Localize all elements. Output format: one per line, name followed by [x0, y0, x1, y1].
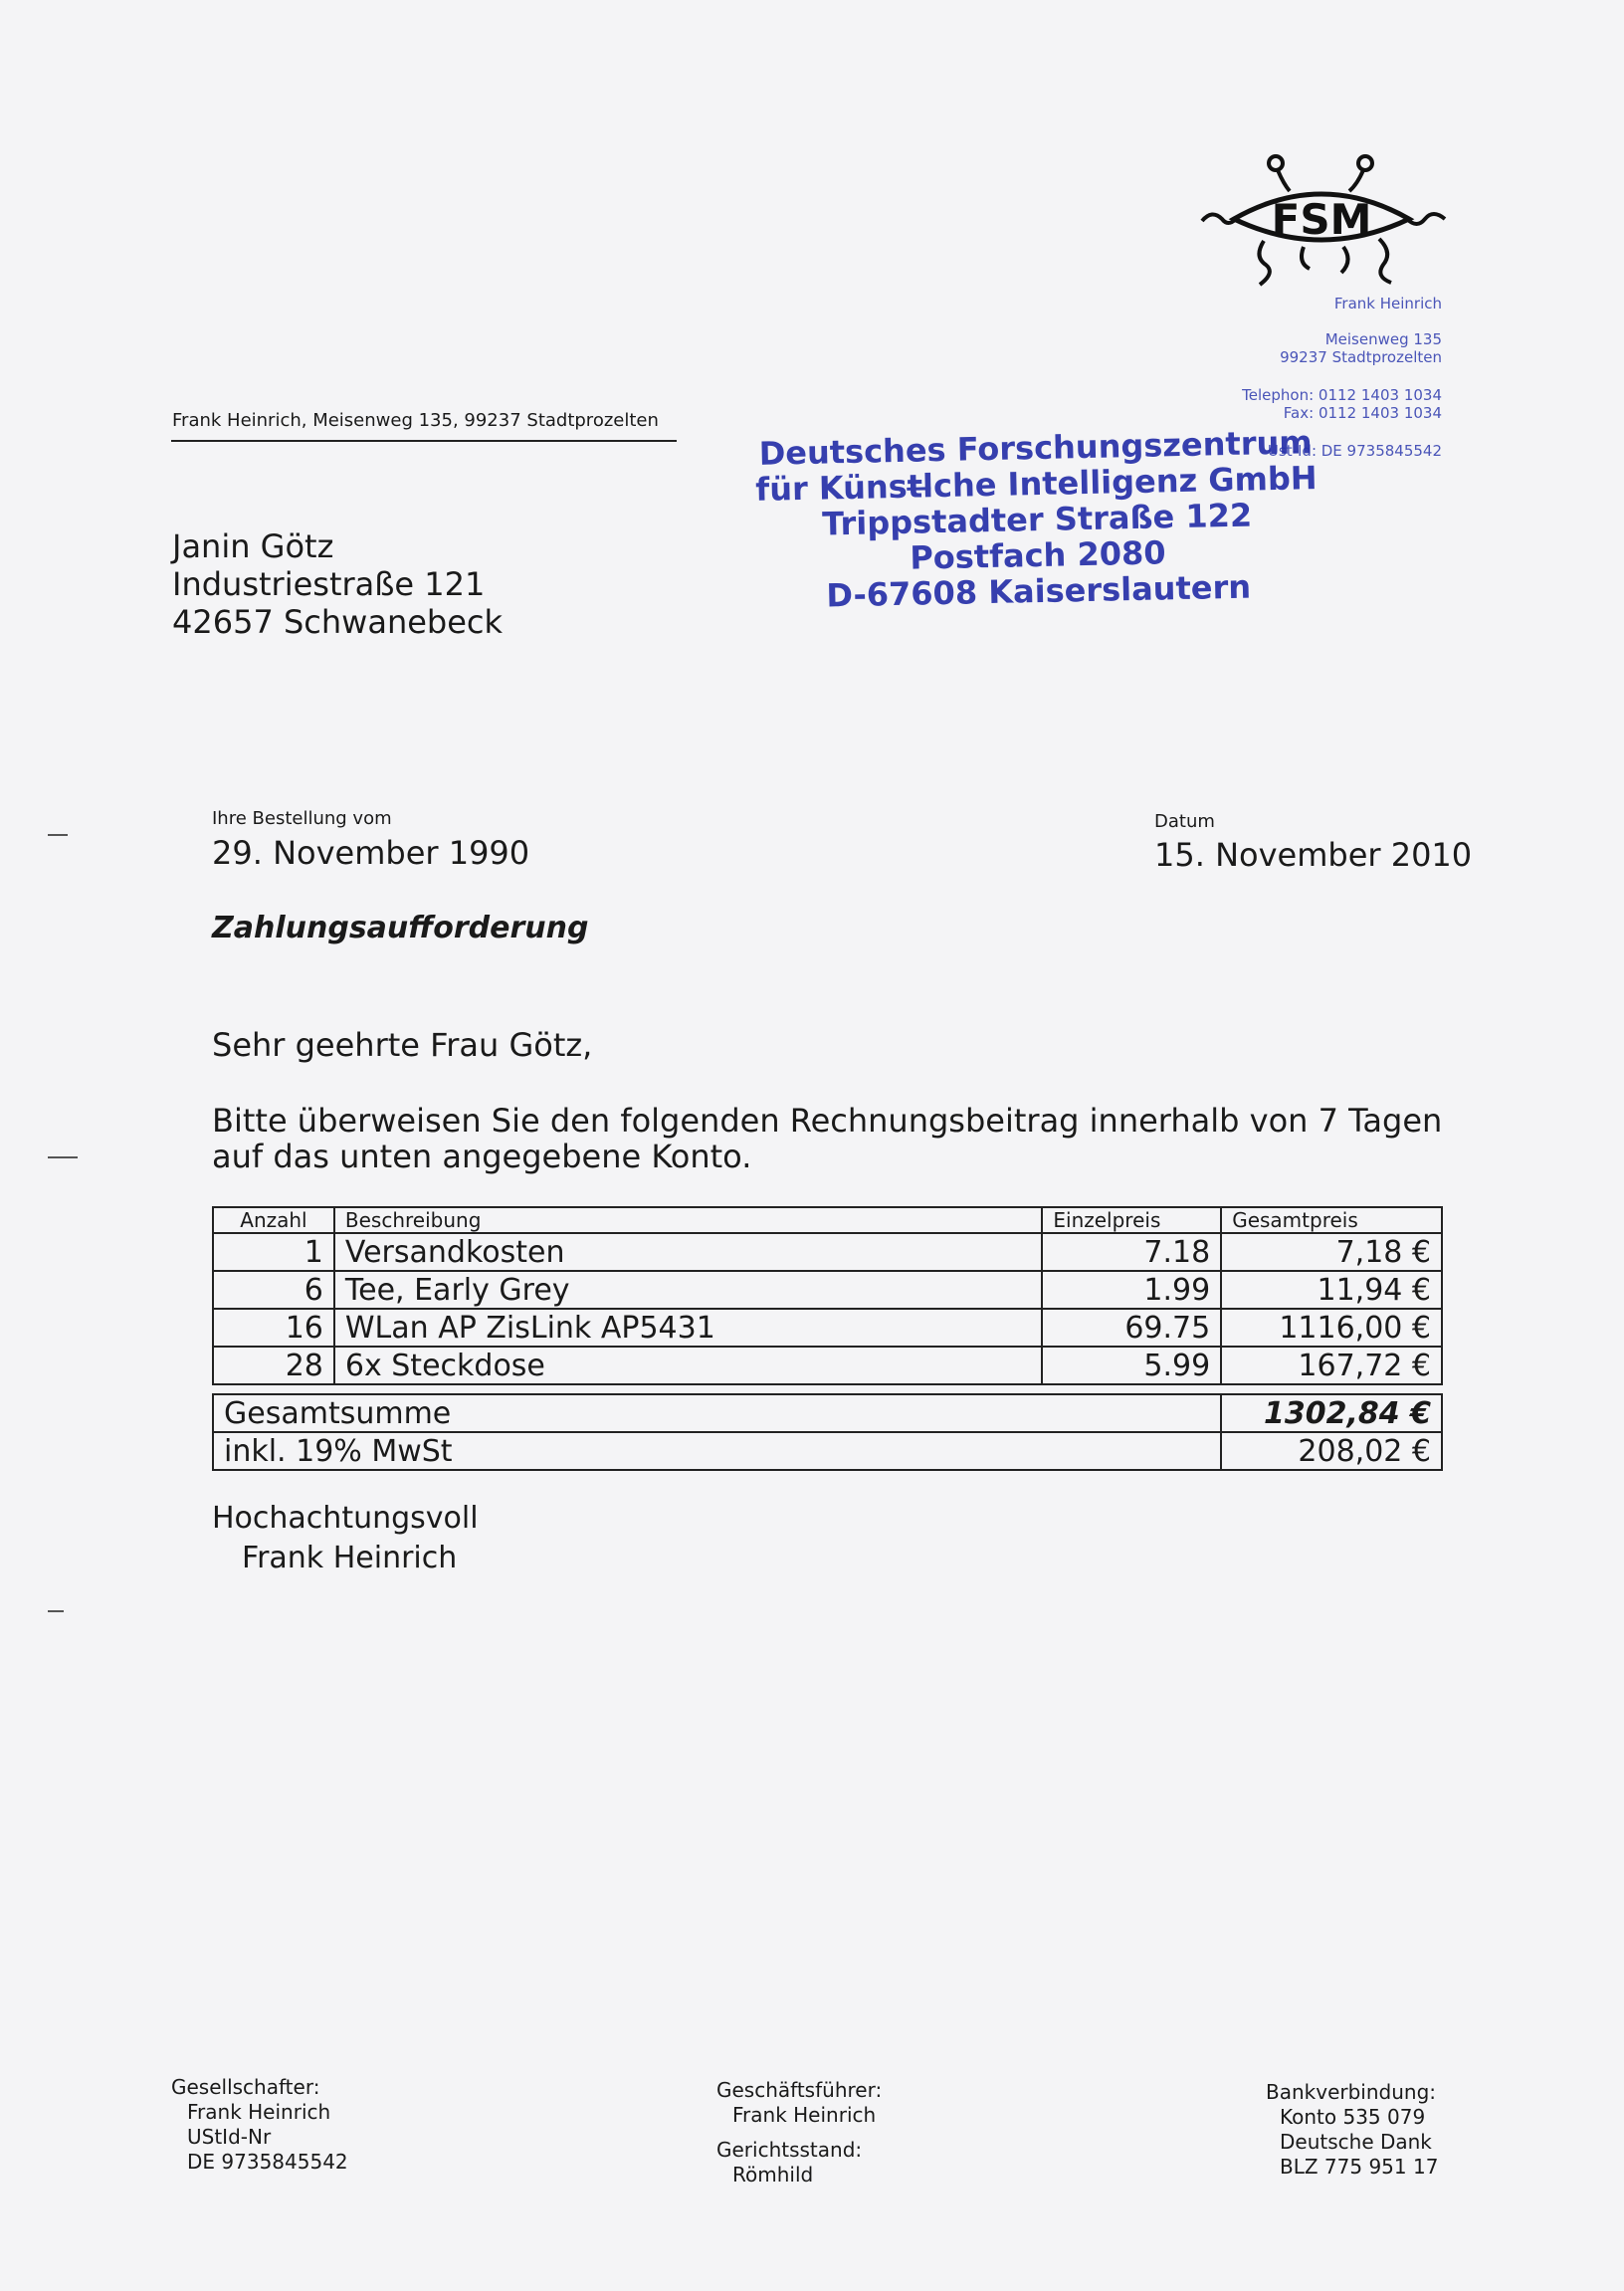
salutation: Sehr geehrte Frau Götz, — [212, 1026, 593, 1064]
row-unit-price: 69.75 — [1042, 1309, 1221, 1347]
vat-value: 208,02 € — [1221, 1432, 1442, 1470]
row-quantity: 1 — [213, 1233, 334, 1271]
footer-bank-account: Konto 535 079 — [1280, 2105, 1426, 2129]
body-text — [212, 1103, 1442, 1174]
row-description: Tee, Early Grey — [334, 1271, 1042, 1309]
return-address: Frank Heinrich, Meisenweg 135, 99237 Stadtprozelten — [172, 410, 659, 431]
vat-row — [213, 1432, 1442, 1470]
header-total-price: Gesamtpreis — [1221, 1207, 1442, 1233]
row-total-price: 1116,00 € — [1221, 1309, 1442, 1347]
row-quantity: 6 — [213, 1271, 334, 1309]
total-label: Gesamtsumme — [213, 1394, 1221, 1432]
row-description: Versandkosten — [334, 1233, 1042, 1271]
table-row — [213, 1271, 1442, 1309]
stamp-line-2: für Künstl̶che Intelligenz GmbH — [754, 459, 1318, 509]
vat-label: inkl. 19% MwSt — [213, 1432, 1221, 1470]
invoice-table — [212, 1206, 1443, 1385]
closing-greeting: Hochachtungsvoll — [212, 1501, 479, 1536]
flying-spaghetti-monster-icon — [1194, 149, 1453, 289]
row-unit-price: 5.99 — [1042, 1347, 1221, 1384]
recipient-street: Industriestraße 121 — [172, 565, 486, 603]
return-address-rule — [171, 440, 677, 442]
table-header-row — [213, 1207, 1442, 1233]
order-date: 29. November 1990 — [212, 834, 530, 872]
header-quantity: Anzahl — [213, 1207, 334, 1233]
header-description: Beschreibung — [334, 1207, 1042, 1233]
sender-name: Frank Heinrich — [1333, 295, 1442, 312]
sender-telephone: Telephon: 0112 1403 1034 — [1242, 386, 1442, 404]
row-quantity: 28 — [213, 1347, 334, 1384]
recipient-address — [172, 527, 503, 641]
table-row — [213, 1233, 1442, 1271]
footer-management — [716, 2078, 882, 2187]
body-line-1: Bitte überweisen Sie den folgenden Rechnungsbeitrag innerhalb von 7 Tagen — [212, 1102, 1443, 1140]
received-stamp — [754, 424, 1320, 615]
total-row — [213, 1394, 1442, 1432]
body-line-2: auf das unten angegebene Konto. — [212, 1138, 752, 1175]
row-total-price: 7,18 € — [1221, 1233, 1442, 1271]
row-total-price: 167,72 € — [1221, 1347, 1442, 1384]
closing-signature-name: Frank Heinrich — [242, 1541, 458, 1575]
footer-bank-title: Bankverbindung: — [1266, 2080, 1437, 2104]
sender-ustid: Ust-Id: DE 9735845542 — [1267, 442, 1442, 460]
footer-bank-code: BLZ 775 951 17 — [1280, 2155, 1439, 2179]
logo-text: FSM — [1271, 195, 1372, 244]
table-row — [213, 1309, 1442, 1347]
order-date-label: Ihre Bestellung vom — [212, 808, 392, 829]
recipient-city: 42657 Schwanebeck — [172, 603, 504, 641]
sender-city: 99237 Stadtprozelten — [1280, 348, 1442, 366]
stamp-line-1: Deutsches Forschungszentrum — [758, 423, 1314, 473]
stamp-line-4: Postfach 2080 — [909, 533, 1166, 577]
row-description: 6x Steckdose — [334, 1347, 1042, 1384]
fold-mark-bottom — [48, 1610, 64, 1612]
sender-address — [1280, 330, 1442, 366]
footer-jurisdiction-title: Gerichtsstand: — [716, 2138, 863, 2162]
sender-street: Meisenweg 135 — [1324, 330, 1442, 348]
recipient-name: Janin Götz — [172, 527, 334, 565]
row-description: WLan AP ZisLink AP5431 — [334, 1309, 1042, 1347]
footer-bank — [1266, 2080, 1438, 2180]
totals-table — [212, 1393, 1443, 1471]
letter-subject: Zahlungsaufforderung — [212, 911, 589, 945]
total-value: 1302,84 € — [1221, 1394, 1442, 1432]
stamp-line-3: Trippstadter Straße 122 — [821, 496, 1253, 543]
letter-date: 15. November 2010 — [1154, 836, 1473, 874]
sender-contact — [1242, 386, 1442, 422]
row-quantity: 16 — [213, 1309, 334, 1347]
footer-partners — [171, 2075, 348, 2175]
table-row — [213, 1347, 1442, 1384]
footer-partners-name: Frank Heinrich — [187, 2100, 331, 2124]
letter-date-label: Datum — [1154, 811, 1215, 832]
footer-management-title: Geschäftsführer: — [716, 2078, 883, 2102]
row-unit-price: 7.18 — [1042, 1233, 1221, 1271]
row-unit-price: 1.99 — [1042, 1271, 1221, 1309]
footer-ustid-label: UStId-Nr — [187, 2125, 272, 2149]
header-unit-price: Einzelpreis — [1042, 1207, 1221, 1233]
fold-mark-middle — [48, 1156, 78, 1158]
footer-jurisdiction-value: Römhild — [732, 2163, 814, 2187]
fold-mark-top — [48, 834, 68, 836]
sender-fax: Fax: 0112 1403 1034 — [1283, 404, 1442, 422]
footer-ustid-value: DE 9735845542 — [187, 2150, 348, 2174]
row-total-price: 11,94 € — [1221, 1271, 1442, 1309]
footer-management-name: Frank Heinrich — [732, 2103, 877, 2127]
footer-bank-name: Deutsche Dank — [1280, 2130, 1432, 2154]
stamp-line-5: D-67608 Kaiserslautern — [825, 567, 1252, 615]
footer-partners-title: Gesellschafter: — [171, 2075, 320, 2099]
